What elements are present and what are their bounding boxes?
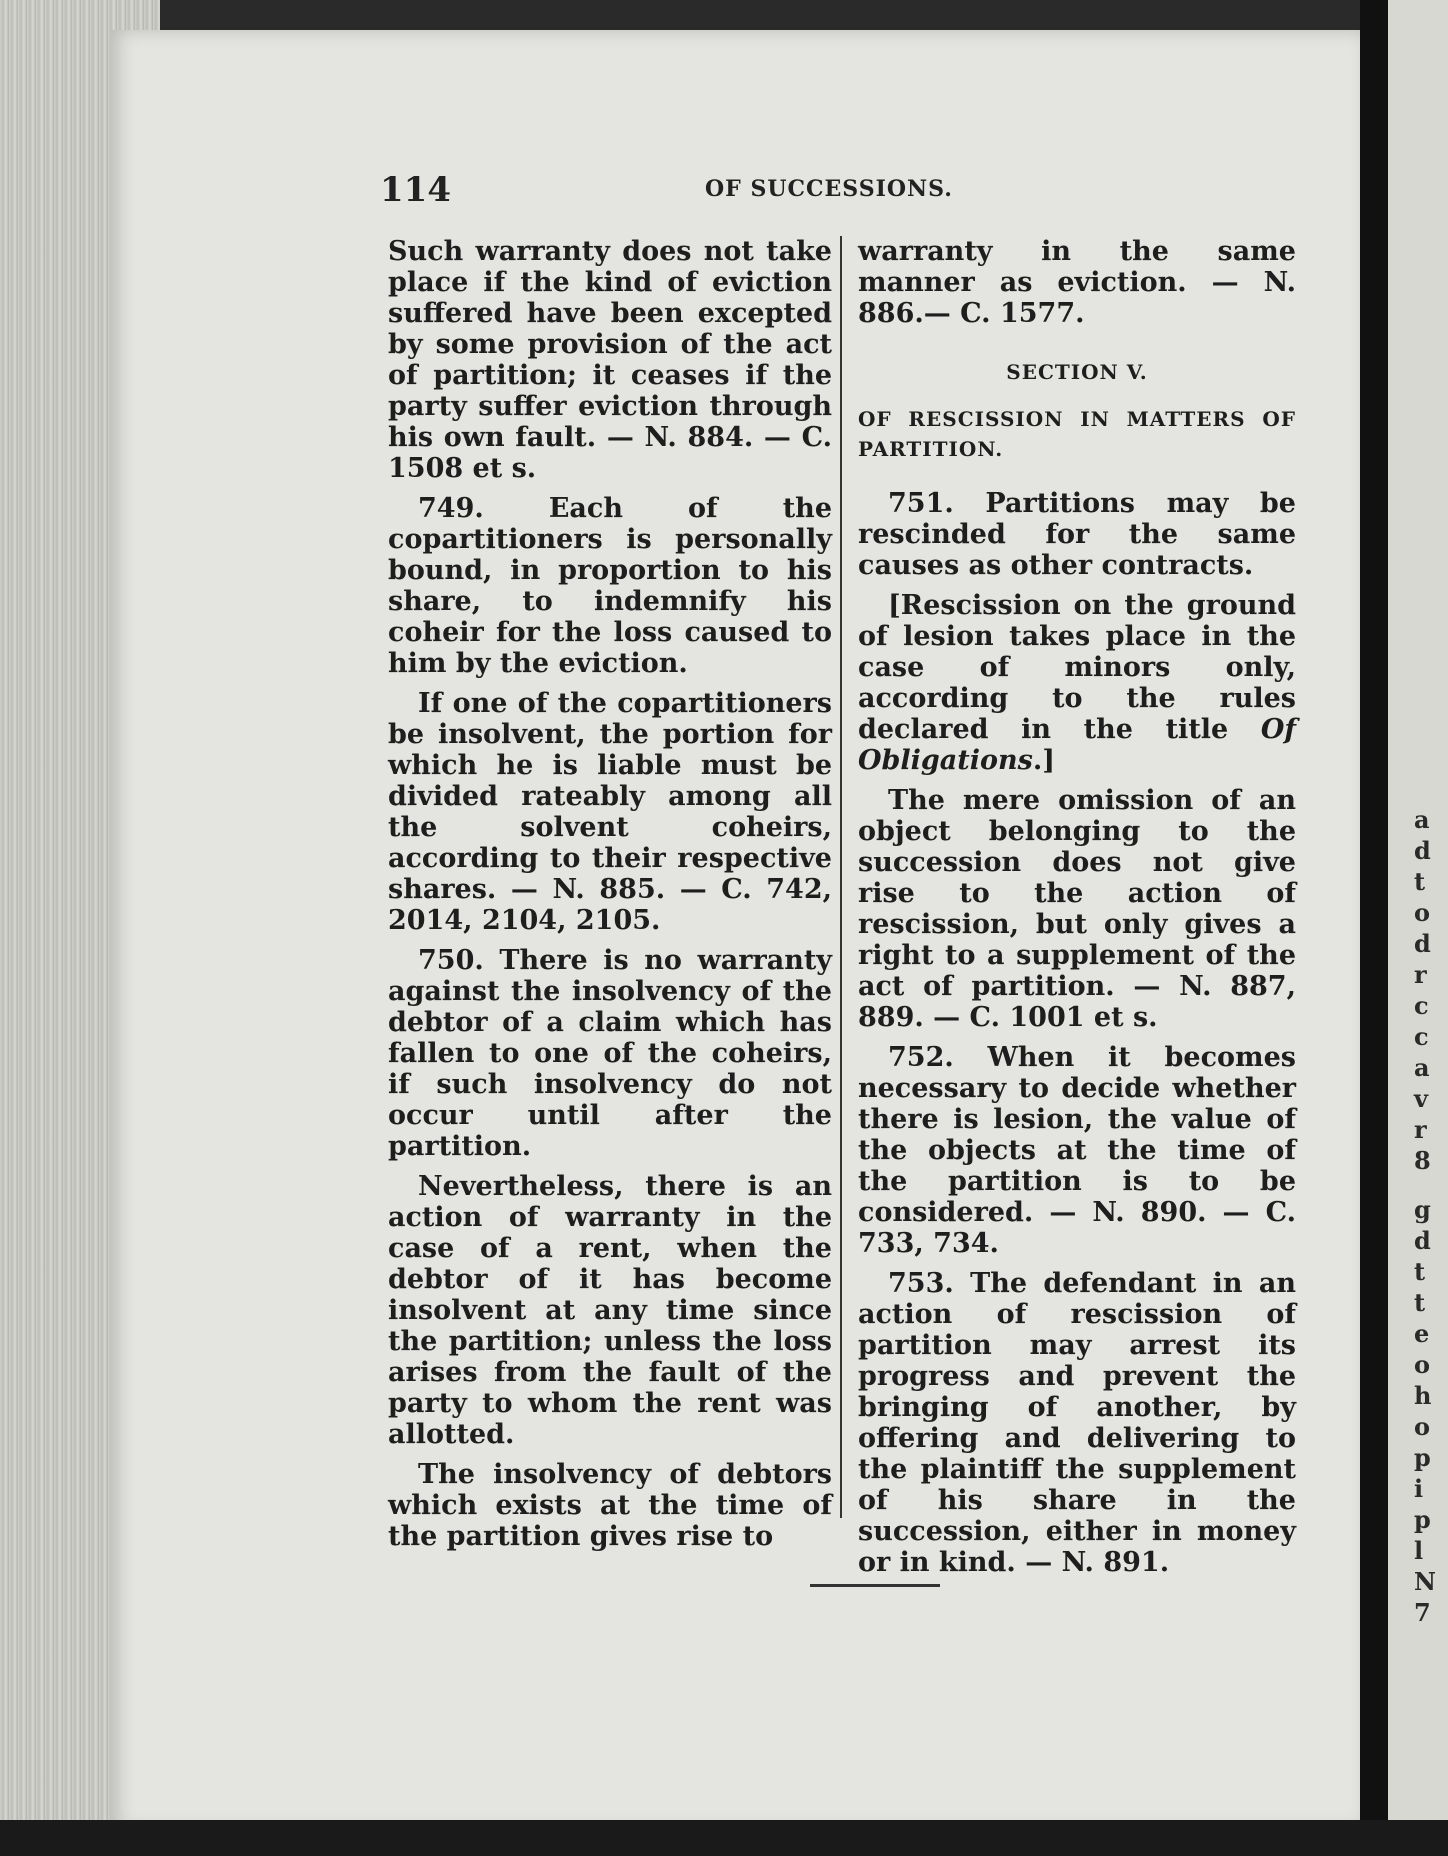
facing-page-fragment: o (1414, 1350, 1431, 1379)
left-column (388, 236, 832, 1561)
facing-page-fragment: h (1414, 1381, 1432, 1410)
right-column (858, 236, 1296, 1587)
paragraph: The mere omission of an object belonging to the succession does not give rise to the action of rescission, but only gives a right to a supplement of the act of partition. — N. 887, 889. — C. 1001 et s. (858, 785, 1296, 1033)
facing-page-fragment: l (1414, 1536, 1424, 1565)
end-rule (810, 1584, 940, 1587)
facing-page-fragment: N (1414, 1567, 1436, 1596)
paragraph: The insolvency of debtors which exists at the time of the partition gives rise to (388, 1459, 832, 1552)
facing-page-fragment: t (1414, 1288, 1426, 1317)
page-header (380, 170, 970, 220)
facing-page-fragment: g (1414, 1195, 1431, 1224)
facing-page-fragment: t (1414, 1257, 1426, 1286)
article-749: 749. Each of the copartitioners is personally bound, in proportion to his share, to indemnify his coheir for the loss caused to him by the eviction. (388, 493, 832, 679)
facing-page-fragment: c (1414, 991, 1429, 1020)
facing-page-fragment: o (1414, 1412, 1431, 1441)
column-divider (840, 236, 842, 1518)
facing-page-fragment: v (1414, 1084, 1428, 1113)
scan-bottom-border (0, 1820, 1448, 1856)
facing-page-fragment: a (1414, 1053, 1430, 1082)
italic-title: Of Obligations (858, 714, 1296, 776)
page-number: 114 (380, 170, 451, 210)
facing-page-fragment: p (1414, 1443, 1431, 1472)
book-spine (1360, 0, 1388, 1856)
facing-page-fragment: c (1414, 1022, 1429, 1051)
facing-page-fragment: d (1414, 1226, 1431, 1255)
running-head: OF SUCCESSIONS. (705, 176, 953, 202)
paragraph: Such warranty does not take place if the kind of eviction suffered have been excepted by some provision of the act of partition; it ceases if the party suffer eviction through his own fault. — N. 884. — C. 1508 et s. (388, 236, 832, 484)
facing-page-fragment: i (1414, 1474, 1424, 1503)
article-753: 753. The defendant in an action of rescission of partition may arrest its progress and prevent the bringing of another, by offering and delivering to the plaintiff the supplement of his share in the succession, either in money or in kind. — N. 891. (858, 1268, 1296, 1578)
facing-page-fragment: t (1414, 867, 1426, 896)
article-750: 750. There is no warranty against the insolvency of the debtor of a claim which has fallen to one of the coheirs, if such insolvency do not occur until after the partition. (388, 945, 832, 1162)
facing-page-fragment: a (1414, 805, 1430, 834)
paragraph: If one of the copartitioners be insolvent, the portion for which he is liable must be divided rateably among all the solvent coheirs, according to their respective shares. — N. 885. — C. 742, 2014, 2104, 2105. (388, 688, 832, 936)
bracketed-note: [Rescission on the ground of lesion takes place in the case of minors only, according to the rules declared in the title Of Obligations.] (858, 590, 1296, 776)
section-subtitle: OF RESCISSION IN MATTERS OF PARTITION. (858, 407, 1296, 461)
facing-page-fragment: d (1414, 836, 1431, 865)
facing-page-edge (1388, 0, 1448, 1856)
facing-page-fragment: o (1414, 898, 1431, 927)
article-752: 752. When it becomes necessary to decide whether there is lesion, the value of the objects at the time of the partition is to be considered. — N. 890. — C. 733, 734. (858, 1042, 1296, 1259)
facing-page-fragment: d (1414, 929, 1431, 958)
facing-page-fragment: r (1414, 1115, 1427, 1144)
paragraph: Nevertheless, there is an action of warranty in the case of a rent, when the debtor of it has become insolvent at any time since the partition; unless the loss arises from the fault of the party to whom the rent was allotted. (388, 1171, 832, 1450)
facing-page-fragment: r (1414, 960, 1427, 989)
section-title: SECTION V. (1006, 360, 1148, 384)
facing-page-fragment: e (1414, 1319, 1430, 1348)
paragraph-continuation: warranty in the same manner as eviction. — N. 886.— C. 1577. (858, 236, 1296, 329)
article-751: 751. Partitions may be rescinded for the same causes as other contracts. (858, 488, 1296, 581)
facing-page-fragment: 7 (1414, 1598, 1431, 1627)
facing-page-fragment: 8 (1414, 1146, 1431, 1175)
facing-page-fragment: p (1414, 1505, 1431, 1534)
